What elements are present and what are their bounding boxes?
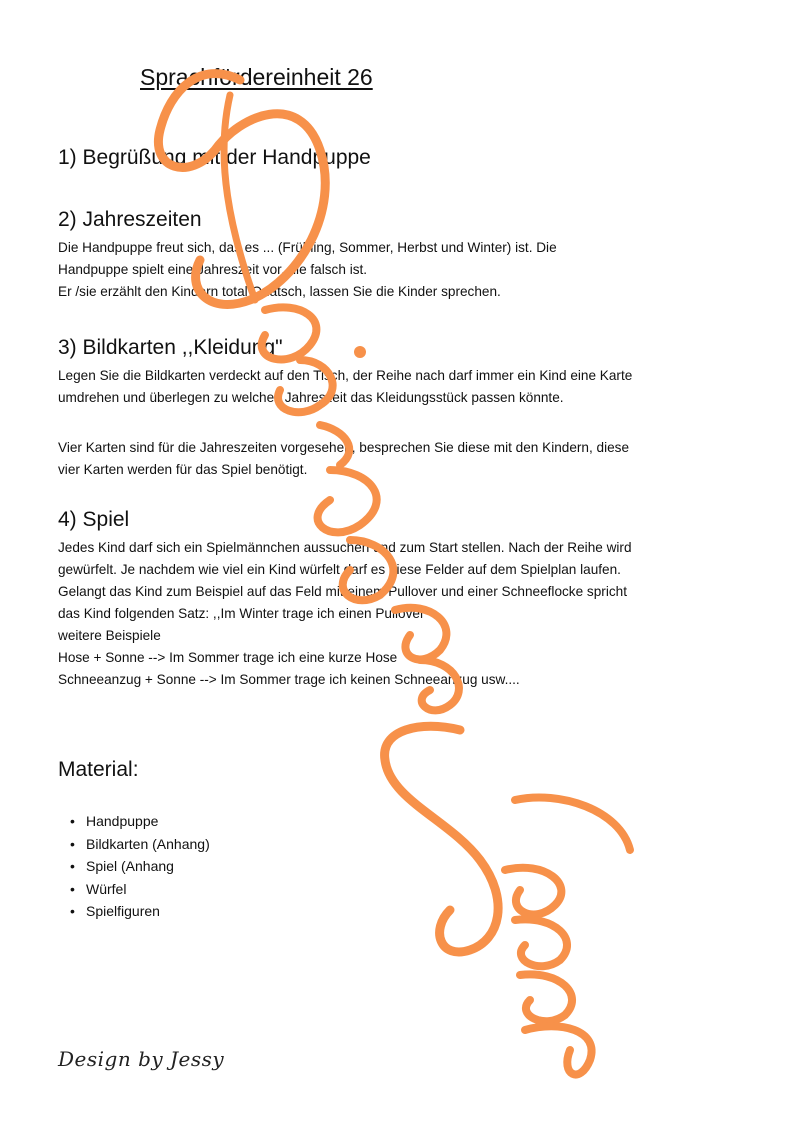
text-line: umdrehen und überlegen zu welches Jahreszeit das Kleidungsstück passen könnte. <box>58 390 564 405</box>
section-heading-4: 4) Spiel <box>58 508 130 531</box>
text-line: gewürfelt. Je nachdem wie viel ein Kind würfelt darf es diese Felder auf dem Spielplan laufen. <box>58 562 621 577</box>
text-line: vier Karten werden für das Spiel benötigt. <box>58 462 308 477</box>
text-line: Jedes Kind darf sich ein Spielmännchen aussuchen und zum Start stellen. Nach der Reihe wird <box>58 540 632 555</box>
list-item: • Bildkarten (Anhang) <box>70 833 210 856</box>
signature-logo: Design by Jessy <box>58 1047 225 1071</box>
list-item: • Handpuppe <box>70 810 210 833</box>
text-line: Hose + Sonne --> Im Sommer trage ich eine kurze Hose <box>58 650 398 665</box>
text-line: Er /sie erzählt den Kindern total Quatsch, lassen Sie die Kinder sprechen. <box>58 284 501 299</box>
list-item: • Spiel (Anhang <box>70 855 210 878</box>
section-4-text <box>58 537 718 691</box>
section-heading-2: 2) Jahreszeiten <box>58 208 202 231</box>
text-line: weitere Beispiele <box>58 628 161 643</box>
text-line: Handpuppe spielt eine Jahreszeit vor, die falsch ist. <box>58 262 368 277</box>
watermark-dot <box>354 346 366 358</box>
watermark-j <box>385 726 499 952</box>
watermark-e2 <box>505 868 561 915</box>
section-3-text <box>58 365 718 409</box>
list-item: • Spielfiguren <box>70 900 210 923</box>
section-heading-3: 3) Bildkarten ,,Kleidung" <box>58 336 283 359</box>
material-heading: Material: <box>58 758 139 781</box>
section-heading-1: 1) Begrüßung mit der Handpuppe <box>58 146 371 169</box>
list-item: • Würfel <box>70 878 210 901</box>
text-line: Die Handpuppe freut sich, das es ... (Frühling, Sommer, Herbst und Winter) ist. Die <box>58 240 557 255</box>
watermark-s2 <box>515 919 567 966</box>
watermark-j-bar <box>515 797 630 850</box>
text-line: das Kind folgenden Satz: ,,Im Winter trage ich einen Pullover" <box>58 606 430 621</box>
section-3-text-2 <box>58 437 718 481</box>
page-title: Sprachfördereinheit 26 <box>140 64 373 90</box>
text-line: Vier Karten sind für die Jahreszeiten vorgesehen, besprechen Sie diese mit den Kindern, diese <box>58 440 630 455</box>
text-line: Legen Sie die Bildkarten verdeckt auf den Tisch, der Reihe nach darf immer ein Kind eine Karte <box>58 368 633 383</box>
watermark-s3 <box>520 974 572 1021</box>
text-line: Schneeanzug + Sonne --> Im Sommer trage ich keinen Schneeanzug usw.... <box>58 672 520 687</box>
text-line: Gelangt das Kind zum Beispiel auf das Feld mit einem Pullover und einer Schneeflocke spricht <box>58 584 627 599</box>
watermark-y2 <box>525 1026 592 1074</box>
material-list <box>70 810 210 923</box>
section-2-text <box>58 237 718 303</box>
